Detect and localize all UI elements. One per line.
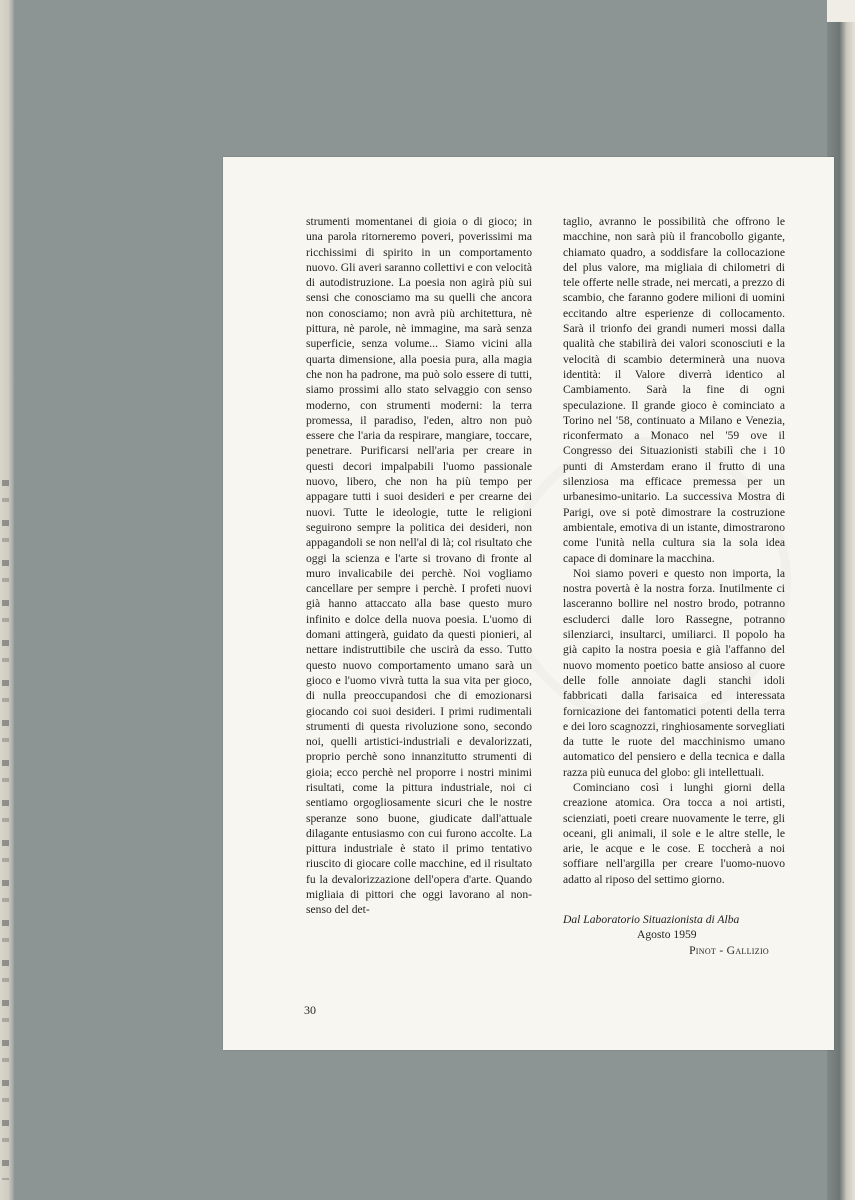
- left-text-column: [306, 214, 532, 918]
- signature-authors: Pinot - Gallizio: [689, 943, 769, 957]
- signature-date: Agosto 1959: [637, 928, 697, 942]
- page-number: 30: [304, 1003, 316, 1017]
- paper-corner: [827, 0, 855, 22]
- signature-block: [563, 912, 785, 958]
- right-paragraph-2: Noi siamo poveri e questo non importa, la nostra povertà è la nostra forza. Inutilmente ci lasceranno bollire nel nostro brodo, potranno escluderci dalle loro Rassegne, potranno silenziarci, insultarci, umiliarci. Il popolo ha già capito la nostra poesia e già l'affanno del nuovo momento poetico batte ansioso al cuore delle folle annoiate dagli stanchi idoli fabbricati dalla farisaica ed interessata fornicazione dei fantomatici potenti della terra e dei loro scagnozzi, ringhiosamente sorvegliati da tutte le ruote del macchinismo umano automatico del pensiero e della tecnica e dalla razza più eunuca del globo: gli intellettuali.: [563, 566, 785, 779]
- binding-marks: [2, 480, 9, 1180]
- right-text-column: [563, 214, 785, 887]
- left-page-edge: [0, 0, 14, 1200]
- left-paragraph-1: strumenti momentanei di gioia o di gioco; in una parola ritorneremo poveri, poverissimi ma ricchissimi di spirito in un comportamento nuovo. Gli averi saranno collettivi e con velocità di autodistruzione. La poesia non agirà più sui sensi che conosciamo ma su quelli che ancora non conosciamo; non avrà più architettura, nè pittura, nè parole, nè immagine, ma sarà senza superficie, senza volume... Siamo vicini alla quarta dimensione, alla poesia pura, alla magia che non ha padrone, ma può solo essere di tutti, siamo prossimi allo stato selvaggio con senso moderno, con strumenti moderni: la terra promessa, il paradiso, l'eden, altro non può essere che l'aria da respirare, mangiare, toccare, penetrare. Purificarsi nell'aria per creare in questi decori impalpabili l'uomo passionale nuovo, libero, che non ha più tempo per appagare tutti i suoi desideri e per crearne dei nuovi. Tutte le ideologie, tutte le religioni seguirono sempre la politica dei desideri, non appagandoli se non nell'al di là; col risultato che oggi la scienza e l'arte si trovano di fronte al muro invalicabile dei perchè. Noi vogliamo cancellare per sempre i perchè. I profeti nuovi già hanno attaccato alla base questo muro infinito e dolce della nuova poesia. L'uomo di domani attingerà, guidato da questi pionieri, al nettare indistruttibile che uscirà da esso. Tutto questo nuovo comportamento umano sarà un gioco e l'uomo vivrà tutta la sua vita per gioco, di nulla preoccupandosi che di emozionarsi giocando coi suoi desideri. I primi rudimentali strumenti di questa rivoluzione sono, secondo noi, quelli artistici-industriali e devalorizzati, proprio perchè sono innanzitutto strumenti di gioia; ecco perchè nel proporre i nostri minimi risultati, come la pittura industriale, noi ci sentiamo orgogliosamente sicuri che le nostre speranze sono buone, giudicate dall'attuale dilagante entusiasmo con cui furono accolte. La pittura industriale è stato il primo tentativo riuscito di giocare colle macchine, ed il risultato fu la devalorizzazione dell'opera d'arte. Quando migliaia di pittori che oggi lavorano al non-senso del det-: [306, 215, 533, 917]
- right-paragraph-3: Cominciano così i lunghi giorni della creazione atomica. Ora tocca a noi artisti, scienziati, poeti creare nuovamente le terre, gli oceani, gli animali, il sole e le altre stelle, le arie, le acque e le cose. E toccherà a noi soffiare nell'argilla per creare l'uomo-nuovo adatto al riposo del settimo giorno.: [563, 780, 785, 886]
- right-paragraph-1: taglio, avranno le possibilità che offrono le macchine, non sarà più il francobollo gigante, chiamato quadro, a soddisfare la collocazione del plus valore, ma migliaia di chilometri di tele offerte nelle strade, nei mercati, a prezzo di scambio, che faranno godere milioni di uomini eccitando altre esperienze di collocamento. Sarà il trionfo dei grandi numeri mossi dalla qualità che stabilirà dei valori sconosciuti e la velocità di scambio determinerà una nuova identità: il Valore diverrà identico al Cambiamento. Sarà la fine di ogni speculazione. Il grande gioco è cominciato a Torino nel '58, continuato a Milano e Venezia, riconfermato a Monaco nel '59 ove il Congresso dei Situazionisti stabilì che i 10 punti di Amsterdam erano il frutto di una silenziosa ma efficace premessa per un urbanesimo-unitario. La successiva Mostra di Parigi, ove si potè dimostrare la costruzione ambientale, emotiva di un istante, dimostrarono come l'unità nella cultura sia la sola idea capace di dominare la macchina.: [563, 215, 785, 565]
- signature-place: Dal Laboratorio Situazionista di Alba: [563, 913, 740, 926]
